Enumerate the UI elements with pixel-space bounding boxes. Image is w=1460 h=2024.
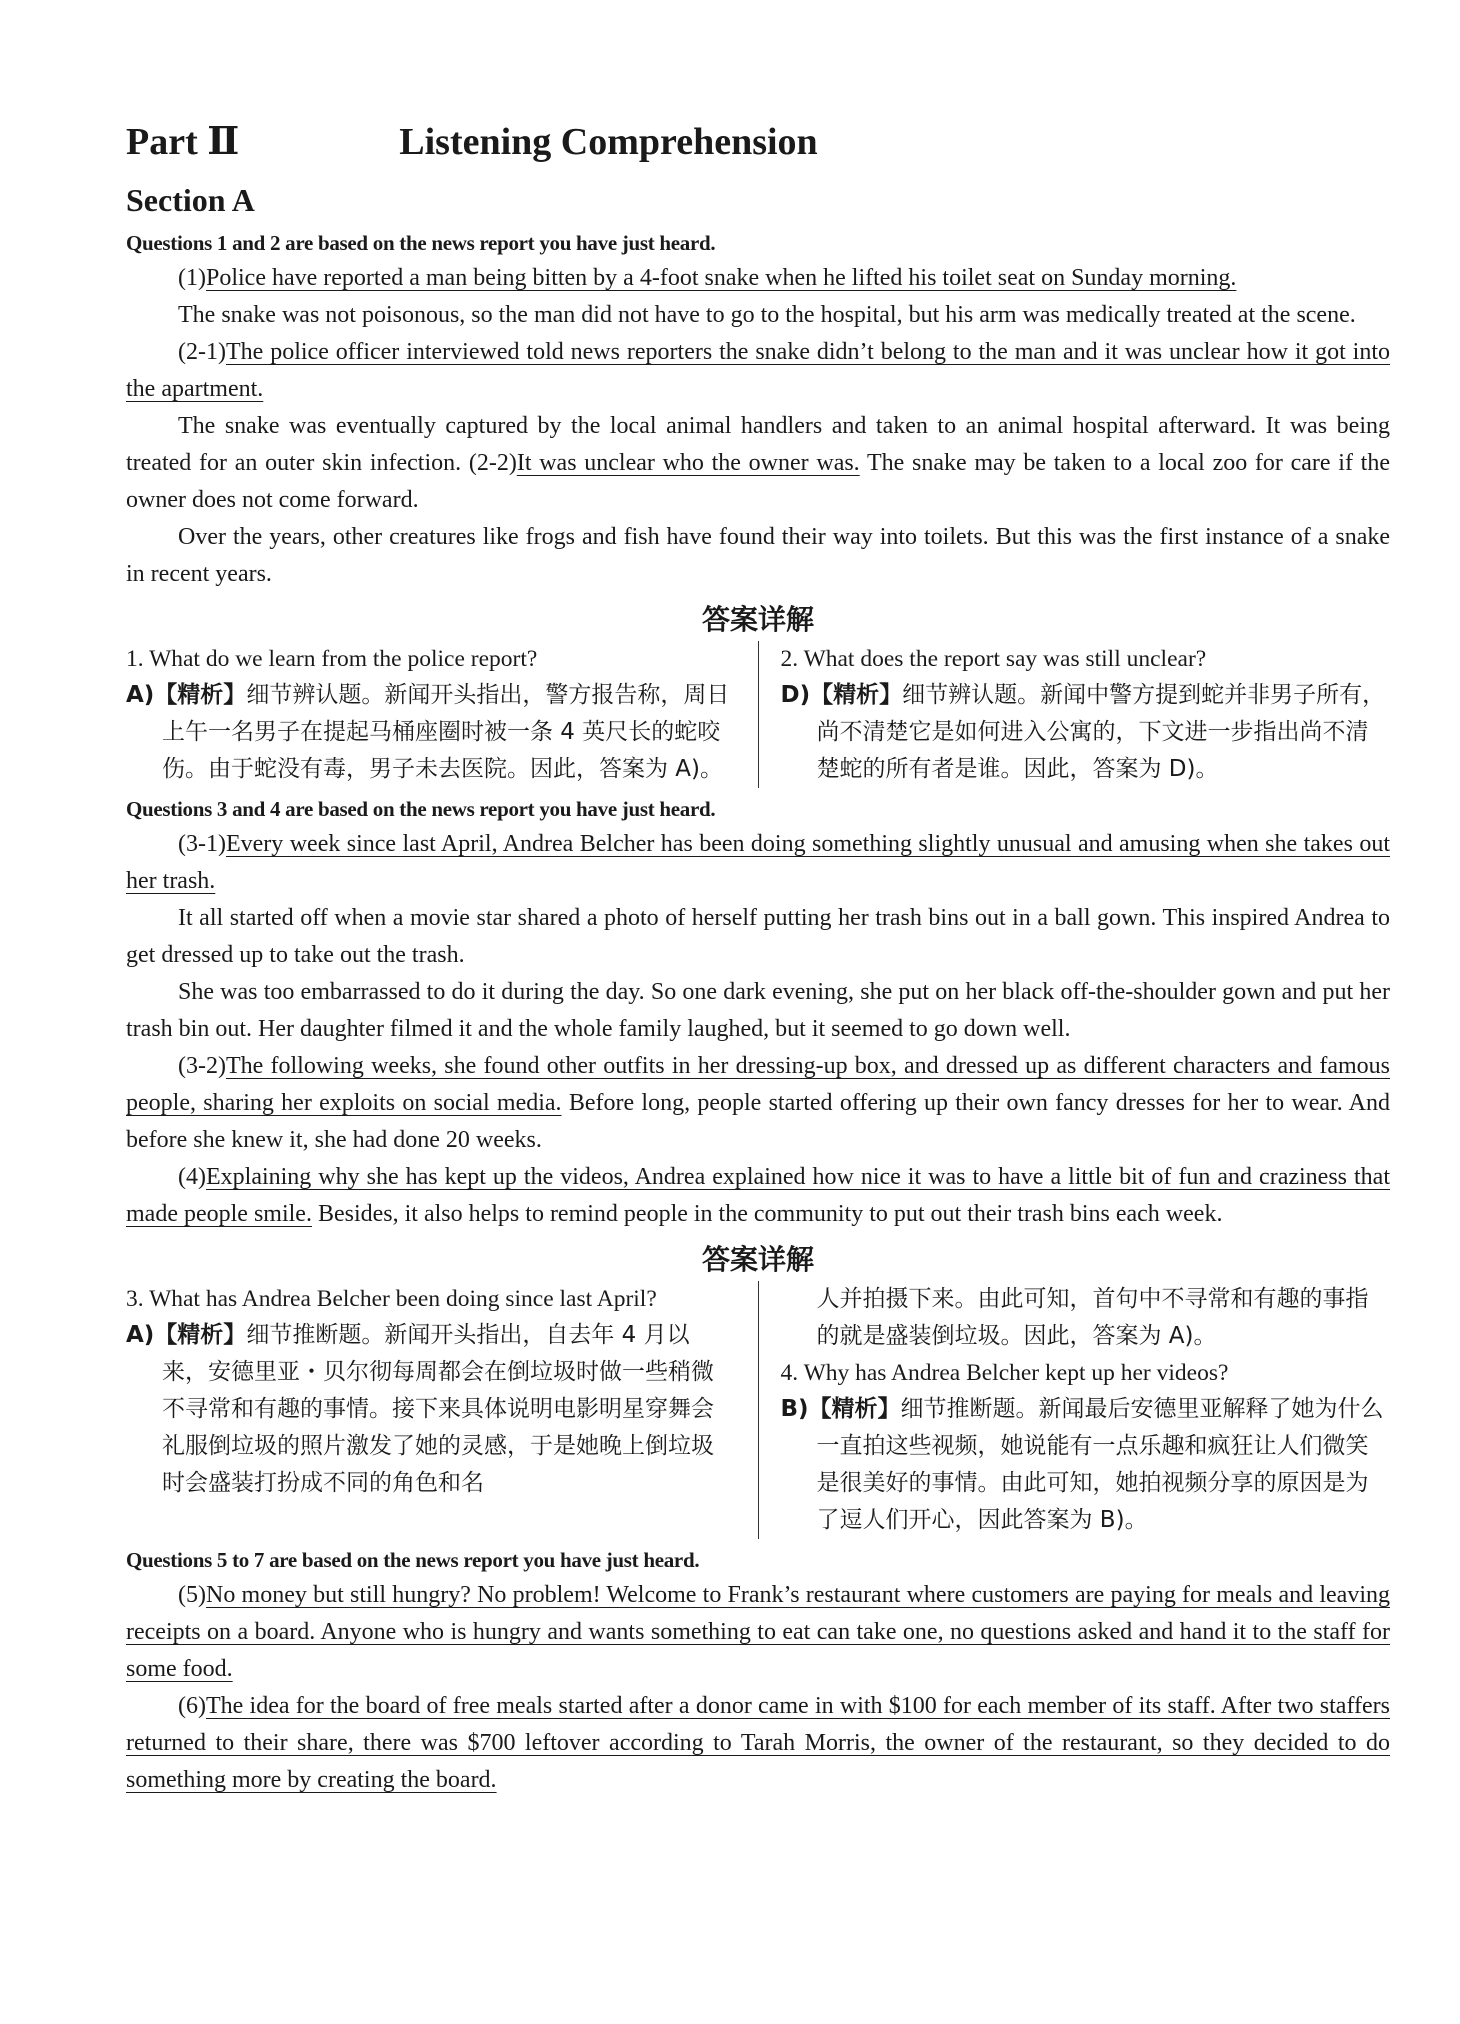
transcript-paragraph: Over the years, other creatures like frogs and fish have found their way into toilets. But this was the first instance of a snake in recent years.: [126, 524, 1390, 587]
question-2: 2. What does the report say was still unclear?: [780, 646, 1207, 672]
questions-intro: Questions 5 to 7 are based on the news report you have just heard.: [126, 1548, 700, 1572]
answer-column-right: [759, 641, 1391, 788]
transcript-paragraph: It all started off when a movie star shared a photo of herself putting her trash bins out in a ball gown. This inspired Andrea to get dressed up to take out the trash.: [126, 905, 1390, 968]
part-label: Part Ⅱ: [126, 121, 240, 163]
transcript-paragraph: [126, 826, 1390, 900]
question-3: 3. What has Andrea Belcher been doing since last April?: [126, 1286, 657, 1312]
questions-intro: Questions 1 and 2 are based on the news report you have just heard.: [126, 231, 716, 255]
marker: (1): [178, 265, 206, 291]
answer-column-left: [126, 1281, 759, 1539]
plain-text: The snake was eventually captured by the local animal handlers and taken to an animal hospital afterward. It was being treated for an outer skin infection. (2-2): [126, 413, 1390, 476]
answer-heading: 答案详解: [701, 603, 814, 636]
answer-columns: [126, 1281, 1390, 1539]
answer-label: A)【精析】: [126, 682, 247, 708]
underlined-text: No money but still hungry? No problem! Welcome to Frank’s restaurant where customers are paying for meals and leaving receipts on a board. Anyone who is hungry and wants something to eat can take one, no questions asked and hand it to the staff for some food.: [126, 1582, 1390, 1682]
transcript-paragraph: [126, 1159, 1390, 1233]
underlined-text: The idea for the board of free meals started after a donor came in with $100 for each member of its staff. After two staffers returned to their share, there was $700 leftover according to Tarah Morris, the owner of the restaurant, so they decided to do something more by creating the board.: [126, 1693, 1390, 1793]
marker: (6): [178, 1693, 206, 1719]
main-content: [126, 226, 1390, 1799]
answer-columns: [126, 641, 1390, 788]
underlined-text: Explaining why she has kept up the videos, Andrea explained how nice it was to have a little bit of fun and craziness that made people smile.: [126, 1164, 1390, 1227]
analysis-2: [781, 677, 1391, 788]
analysis-text: 细节推断题。新闻开头指出，自去年 4 月以来，安德里亚・贝尔彻每周都会在倒垃圾时做一些稍微不寻常和有趣的事情。接下来具体说明电影明星穿舞会礼服倒垃圾的照片激发了她的灵感，于是她晚上倒垃圾时会盛装打扮成不同的角色和名: [162, 1322, 714, 1496]
analysis-text: 细节推断题。新闻最后安德里亚解释了她为什么一直拍这些视频，她说能有一点乐趣和疯狂让人们微笑是很美好的事情。由此可知，她拍视频分享的原因是为了逗人们开心，因此答案为 B)。: [816, 1396, 1384, 1533]
answer-label: B)【精析】: [780, 1396, 901, 1422]
marker: (5): [178, 1582, 206, 1608]
question-1: 1. What do we learn from the police report?: [126, 646, 538, 672]
underlined-text: Every week since last April, Andrea Belcher has been doing something slightly unusual and amusing when she takes out her trash.: [126, 831, 1390, 894]
analysis-3-continued: 人并拍摄下来。由此可知，首句中不寻常和有趣的事指的就是盛装倒垃圾。因此，答案为 A)。: [816, 1286, 1369, 1349]
answer-label: A)【精析】: [126, 1322, 247, 1348]
plain-text: Besides, it also helps to remind people in the community to put out their trash bins each week.: [311, 1201, 1223, 1227]
analysis-text: 细节辨认题。新闻中警方提到蛇并非男子所有，尚不清楚它是如何进入公寓的，下文进一步指出尚不清楚蛇的所有者是谁。因此，答案为 D)。: [816, 682, 1386, 782]
answer-heading: 答案详解: [701, 1243, 814, 1276]
transcript-paragraph: [126, 408, 1390, 519]
underlined-text: The police officer interviewed told news reporters the snake didn’t belong to the man and it was unclear how it got into the apartment.: [126, 339, 1390, 402]
analysis-1: [126, 677, 736, 788]
marker: (4): [178, 1164, 206, 1190]
question-4: 4. Why has Andrea Belcher kept up her videos?: [780, 1360, 1229, 1386]
questions-intro: Questions 3 and 4 are based on the news report you have just heard.: [126, 797, 716, 821]
answer-column-left: [126, 641, 759, 788]
analysis-3: [126, 1317, 736, 1502]
marker: (3-2): [178, 1053, 226, 1079]
answer-column-right: [759, 1281, 1391, 1539]
section-heading: Section A: [126, 182, 255, 218]
analysis-text: 细节辨认题。新闻开头指出，警方报告称，周日上午一名男子在提起马桶座圈时被一条 4 英尺长的蛇咬伤。由于蛇没有毒，男子未去医院。因此，答案为 A)。: [162, 682, 730, 782]
transcript-paragraph: [126, 334, 1390, 408]
transcript-paragraph: [126, 1048, 1390, 1159]
transcript-paragraph: She was too embarrassed to do it during the day. So one dark evening, she put on her black off-the-shoulder gown and put her trash bin out. Her daughter filmed it and the whole family laughed, but it seemed to go down well.: [126, 979, 1390, 1042]
part-name: Listening Comprehension: [399, 121, 818, 163]
underlined-text: It was unclear who the owner was.: [516, 450, 860, 476]
answer-label: D)【精析】: [780, 682, 903, 708]
plain-text: Before long, people started offering up their own fancy dresses for her to wear. And before she knew it, she had done 20 weeks.: [126, 1090, 1390, 1153]
transcript-paragraph: [126, 1577, 1390, 1688]
transcript-paragraph: The snake was not poisonous, so the man did not have to go to the hospital, but his arm was medically treated at the scene.: [178, 302, 1356, 328]
analysis-4: [781, 1391, 1391, 1539]
plain-text: The snake may be taken to a local zoo for care if the owner does not come forward.: [126, 450, 1390, 513]
marker: (2-1): [178, 339, 226, 365]
underlined-text: Police have reported a man being bitten by a 4-foot snake when he lifted his toilet seat on Sunday morning.: [205, 265, 1237, 291]
transcript-paragraph: [126, 1688, 1390, 1799]
part-heading: [126, 118, 818, 164]
marker: (3-1): [178, 831, 226, 857]
transcript-paragraph: [126, 260, 1390, 297]
underlined-text: The following weeks, she found other outfits in her dressing-up box, and dressed up as different characters and famous people, sharing her exploits on social media.: [126, 1053, 1390, 1116]
